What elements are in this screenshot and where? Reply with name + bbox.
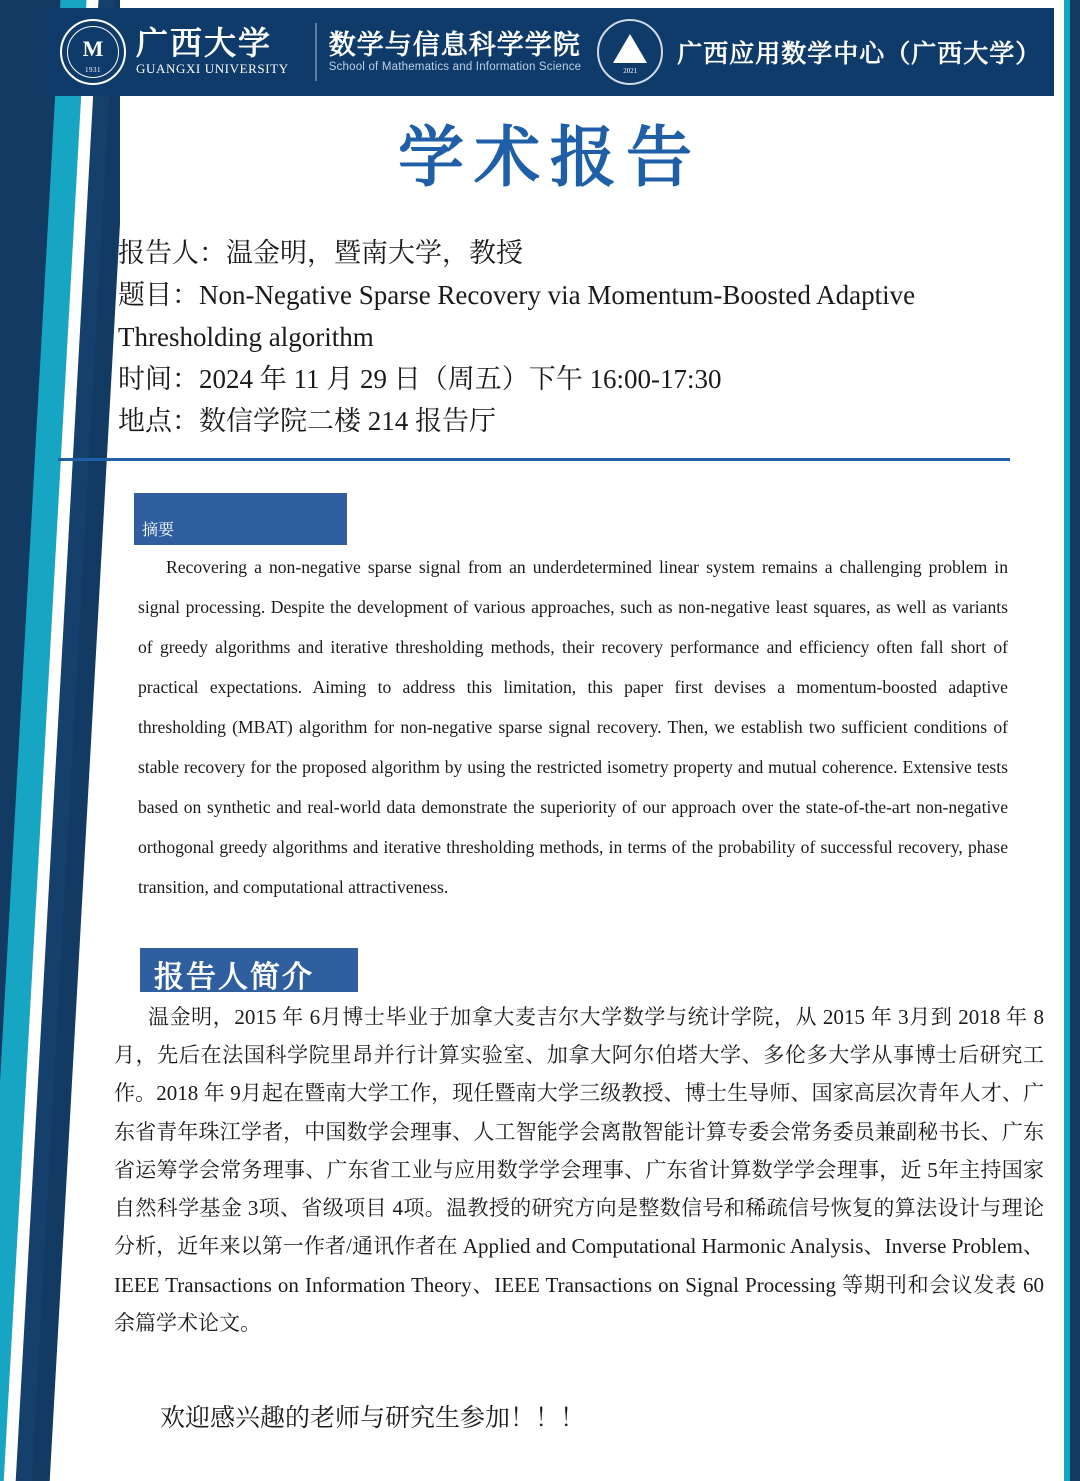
welcome-note: 欢迎感兴趣的老师与研究生参加！！！ — [160, 1405, 586, 1432]
center-seal-icon — [597, 19, 663, 85]
right-border-cyan — [1064, 0, 1070, 1481]
university-name-block — [136, 27, 289, 77]
poster-header — [46, 8, 1054, 96]
speaker-bio-tab-label: 报告人简介 — [154, 961, 314, 994]
horizontal-divider — [58, 458, 1010, 461]
time-line: 时间：2024 年 11 月 29 日（周五）下午 16:00-17:30 — [118, 364, 722, 395]
left-decorative-border — [0, 0, 120, 1481]
topic-line: 题目：Non-Negative Sparse Recovery via Momentum-Boosted Adaptive Thresholding algorithm — [118, 280, 916, 353]
school-name-en: School of Mathematics and Information Science — [328, 60, 582, 73]
page-title: 学术报告 — [398, 120, 702, 194]
place-line: 地点：数信学院二楼 214 报告厅 — [118, 406, 496, 437]
seal-year: 1931 — [85, 66, 101, 74]
speaker-line: 报告人：温金明，暨南大学，教授 — [118, 238, 523, 268]
school-name-cn: 数学与信息科学学院 — [328, 30, 581, 61]
abstract-text: Recovering a non-negative sparse signal from an underdetermined linear system remains a challenging problem in signal processing. Despite the development of various approaches, such as non-negative least squares, as well as variants of greedy algorithms and iterative thresholding methods, their recovery performance and efficiency often fall short of practical expectations. Aiming to address this limitation, this paper first devises a momentum-boosted adaptive thresholding (MBAT) algorithm for non-negative sparse signal recovery. Then, we establish two sufficient conditions of stable recovery for the proposed algorithm by using the restricted isometry property and mutual coherence. Extensive tests based on synthetic and real-world data demonstrate the superiority of our approach over the state-of-the-art non-negative orthogonal greedy algorithms and iterative thresholding methods, in terms of the probability of successful recovery, phase transition, and computational attractiveness. — [138, 557, 1008, 897]
center-name: 广西应用数学中心（广西大学） — [677, 40, 1042, 68]
speaker-bio-text: 温金明，2015 年 6月博士毕业于加拿大麦吉尔大学数学与统计学院，从 2015 年 3月到 2018 年 8月，先后在法国科学院里昂并行计算实验室、加拿大阿尔伯塔大学、多伦多大学从事博士后研究工作。2018 年 9月起在暨南大学工作，现任暨南大学三级教授、博士生导师、国家高层次青年人才、广东省青年珠江学者，中国数学会理事、人工智能学会离散智能计算专委会常务委员兼副秘书长、广东省运筹学会常务理事、广东省工业与应用数学学会理事、广东省计算数学学会理事，近 5年主持国家自然科学基金 3项、省级项目 4项。温教授的研究方向是整数信号和稀疏信号恢复的算法设计与理论分析，近年来以第一作者/通讯作者在 Applied and Computational Harmonic Analysis、Inverse Problem、IEEE Transactions on Information Theory、IEEE Transactions on Signal Processing 等期刊和会议发表 60 余篇学术论文。 — [114, 1005, 1044, 1335]
right-border-navy — [1070, 0, 1080, 1481]
university-name-en: GUANGXI UNIVERSITY — [136, 60, 289, 76]
abstract-tab-label: 摘要 — [142, 522, 175, 539]
university-seal-icon — [60, 19, 126, 85]
abstract-tab — [134, 493, 347, 545]
speaker-bio-tab — [140, 948, 358, 992]
header-divider — [315, 23, 317, 81]
school-name-block — [329, 31, 582, 73]
talk-info-block — [118, 232, 1028, 443]
seal-monogram: M — [82, 36, 104, 61]
abstract-body — [138, 548, 1008, 907]
center-seal-year: 2021 — [623, 67, 638, 75]
triangle-icon — [613, 34, 647, 63]
speaker-bio-body — [114, 998, 1044, 1342]
university-name-cn: 广西大学 — [136, 25, 273, 62]
